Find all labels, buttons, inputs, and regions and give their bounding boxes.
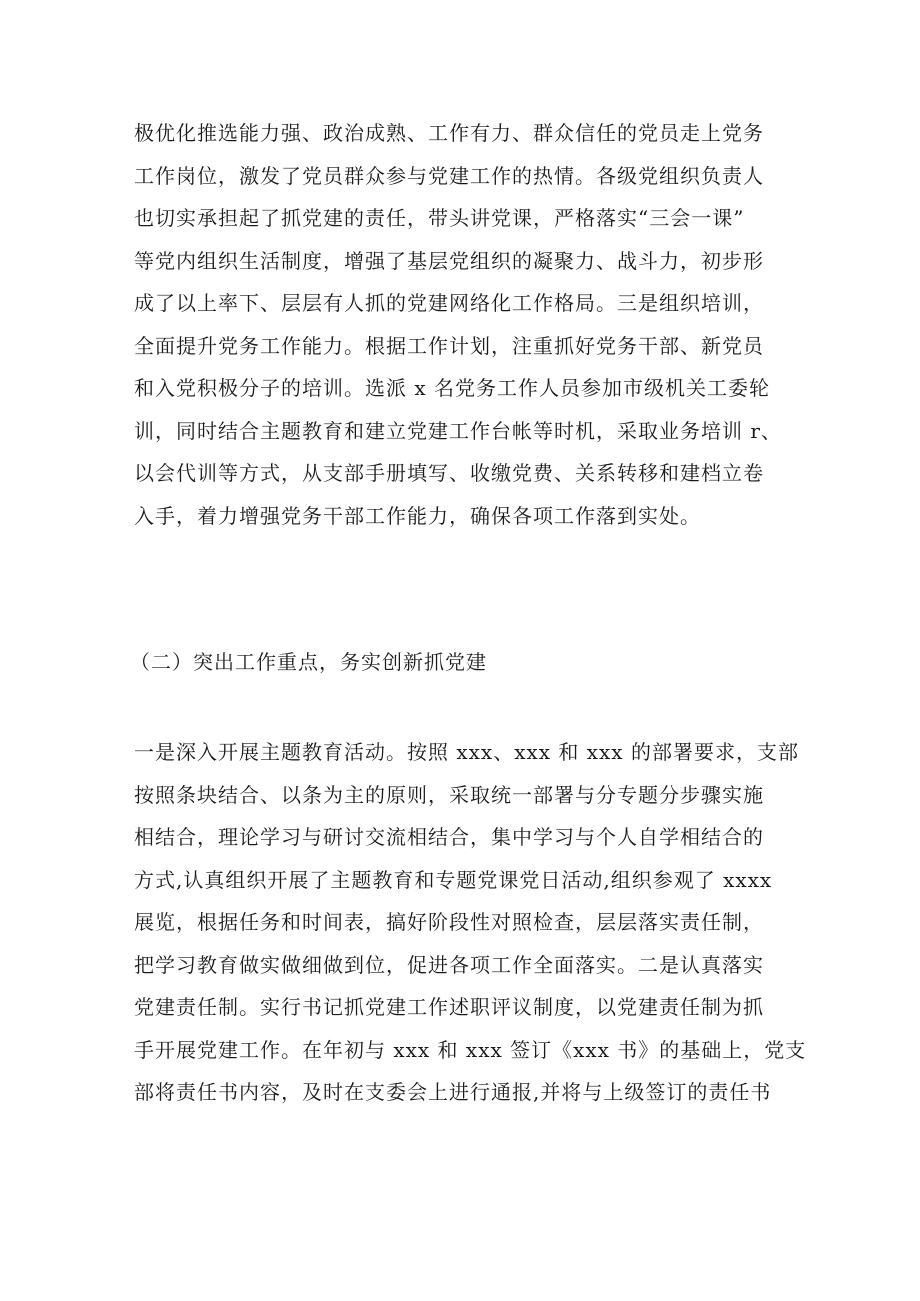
- text-line: 展览，根据任务和时间表，搞好阶段性对照检查，层层落实责任制，: [134, 910, 764, 934]
- text-line: 相结合，理论学习与研讨交流相结合，集中学习与个人自学相结合的: [134, 825, 764, 849]
- text-line: 极优化推选能力强、政治成熟、工作有力、群众信任的党员走上党务: [134, 121, 764, 145]
- text-line: 以会代训等方式，从支部手册填写、收缴党费、关系转移和建档立卷: [134, 461, 764, 485]
- text-line: 工作岗位，激发了党员群众参与党建工作的热情。各级党组织负责人: [134, 163, 764, 188]
- text-line: 手开展党建工作。在年初与 xxx 和 xxx 签订《xxx 书》的基础上，党支: [134, 1037, 807, 1062]
- text-line: 把学习教育做实做细做到位，促进各项工作全面落实。二是认真落实: [134, 952, 764, 977]
- text-line: 也切实承担起了抓党建的责任，带头讲党课，严格落实“三会一课”: [134, 206, 745, 230]
- text-line: 党建责任制。实行书记抓党建工作述职评议制度，以党建责任制为抓: [134, 995, 764, 1019]
- text-line: 成了以上率下、层层有人抓的党建网络化工作格局。三是组织培训，: [134, 291, 764, 315]
- section-heading-text: （二）突出工作重点，务实创新抓党建: [130, 650, 487, 674]
- text-line: 方式,认真组织开展了主题教育和专题党课党日活动,组织参观了 xxxx: [134, 867, 773, 892]
- text-line: 按照条块结合、以条为主的原则，采取统一部署与分专题分步骤实施: [134, 782, 764, 807]
- paragraph-1: [134, 112, 794, 537]
- text-line: 训，同时结合主题教育和建立党建工作台帐等时机，采取业务培训 r、: [134, 418, 782, 443]
- section-heading: [130, 640, 794, 684]
- text-line: 和入党积极分子的培训。选派 x 名党务工作人员参加市级机关工委轮: [134, 376, 770, 400]
- text-line: 一是深入开展主题教育活动。按照 xxx、xxx 和 xxx 的部署要求，支部: [134, 740, 799, 764]
- text-line: 入手，着力增强党务干部工作能力，确保各项工作落到实处。: [134, 503, 701, 528]
- text-line: 部将责任书内容，及时在支委会上进行通报,并将与上级签订的责任书: [134, 1080, 772, 1104]
- paragraph-2: [134, 731, 807, 1114]
- text-line: 全面提升党务工作能力。根据工作计划，注重抓好党务干部、新党员: [134, 333, 764, 358]
- text-line: 等党内组织生活制度，增强了基层党组织的凝聚力、战斗力，初步形: [134, 248, 764, 273]
